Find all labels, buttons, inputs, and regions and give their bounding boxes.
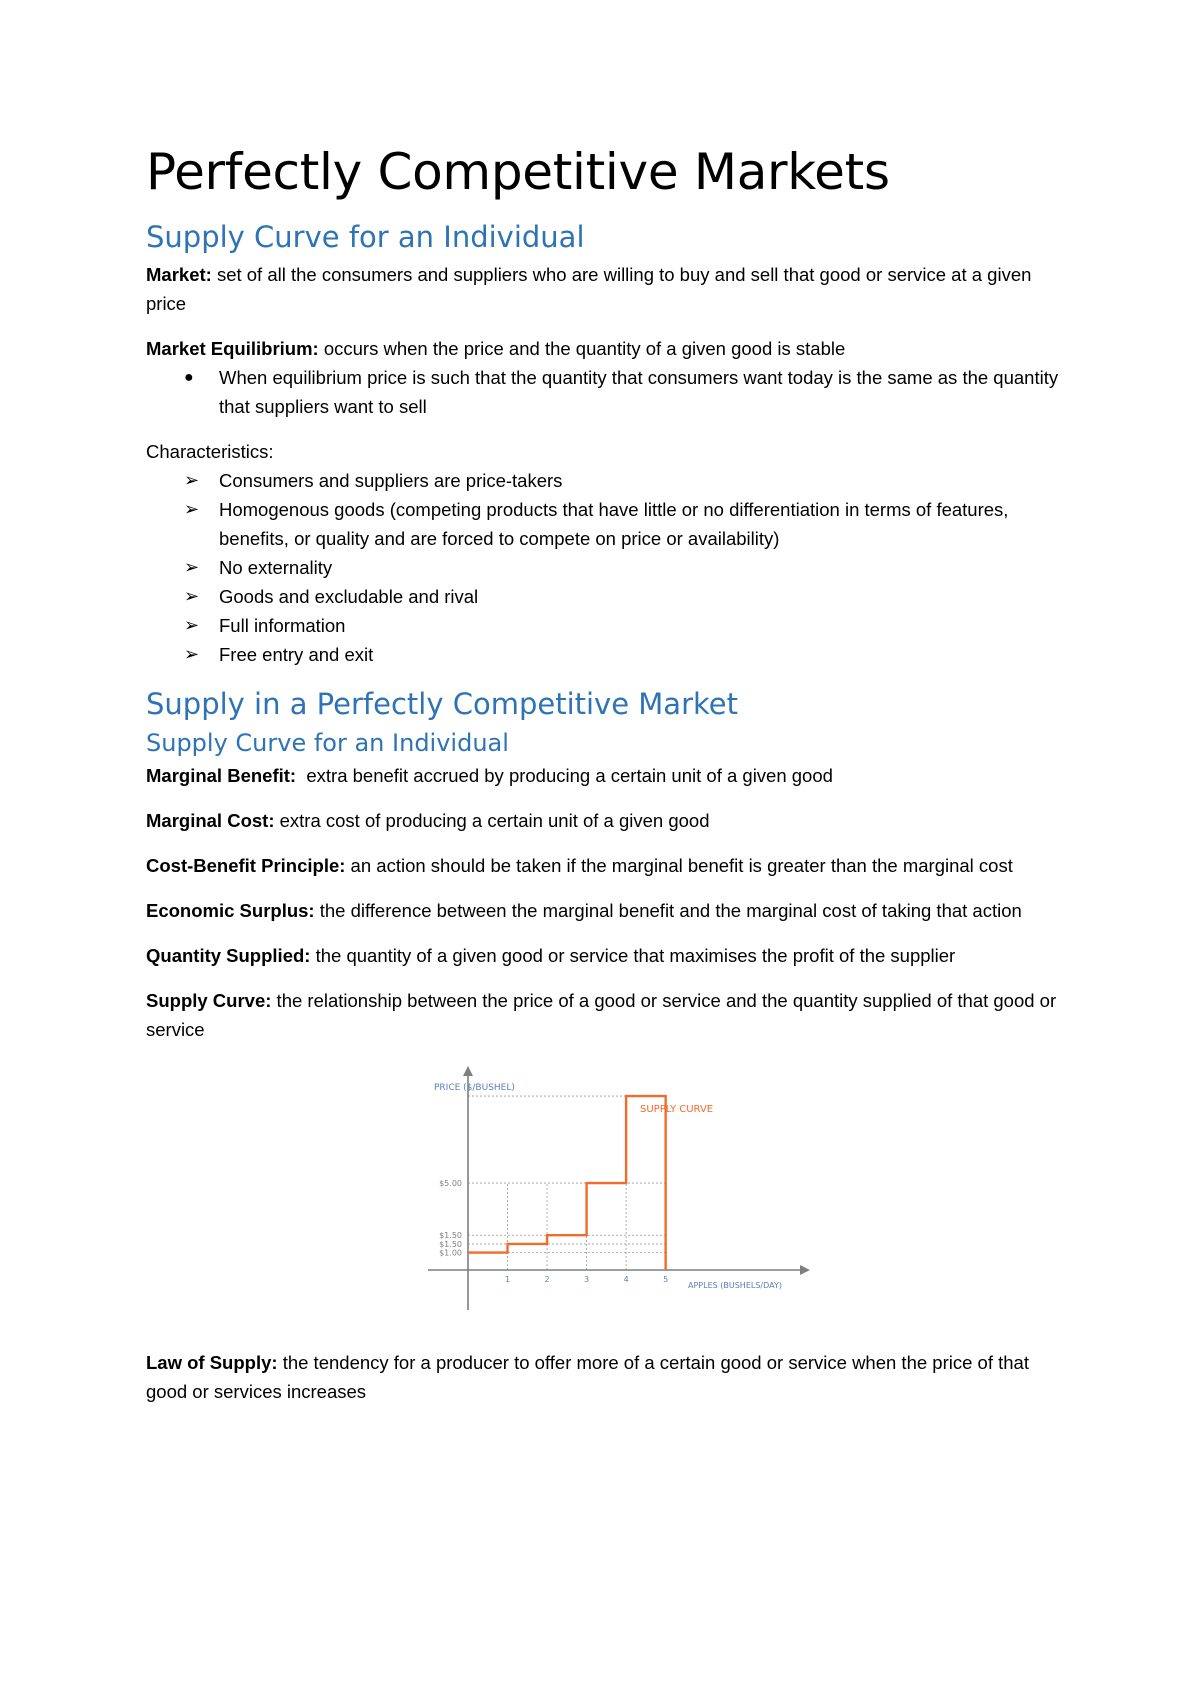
supply-curve-chart xyxy=(426,1060,826,1330)
arrowhead-bullet-icon: ➢ xyxy=(184,470,200,490)
term-label: Marginal Benefit: xyxy=(146,765,297,786)
arrowhead-bullet-icon: ➢ xyxy=(184,644,200,664)
y-tick-label: $1.50 xyxy=(439,1239,462,1249)
list-item xyxy=(146,582,1066,611)
supply-curve-figure xyxy=(146,1060,1066,1330)
definition-text: extra benefit accrued by producing a certain unit of a given good xyxy=(296,765,833,786)
term-label: Quantity Supplied: xyxy=(146,945,311,966)
arrowhead-bullet-icon: ➢ xyxy=(184,615,200,635)
definition-economic-surplus xyxy=(146,896,1066,925)
definition-text: extra cost of producing a certain unit of a given good xyxy=(274,810,710,831)
definition-text: set of all the consumers and suppliers who are willing to buy and sell that good or service at a given price xyxy=(146,264,1032,314)
x-tick-labels xyxy=(505,1275,668,1284)
term-label: Cost-Benefit Principle: xyxy=(146,855,346,876)
x-tick-label: 4 xyxy=(623,1275,629,1284)
x-tick-label: 1 xyxy=(504,1275,511,1284)
arrowhead-bullet-icon: ➢ xyxy=(184,557,200,577)
definition-text: the relationship between the price of a good or service and the quantity supplied of that good or service xyxy=(146,990,1057,1040)
x-axis-label: APPLES (BUSHELS/DAY) xyxy=(688,1281,782,1290)
characteristics-list xyxy=(146,466,1066,669)
list-item xyxy=(146,466,1066,495)
definition-marginal-cost xyxy=(146,806,1066,835)
list-item xyxy=(146,640,1066,669)
arrowhead-bullet-icon: ➢ xyxy=(184,586,200,606)
x-tick-label: 5 xyxy=(663,1275,669,1284)
list-item-text: No externality xyxy=(219,557,333,578)
supply-curve-label: SUPPLY CURVE xyxy=(640,1104,714,1115)
definition-supply-curve xyxy=(146,986,1066,1044)
list-item-text: When equilibrium price is such that the quantity that consumers want today is the same as the quantity that suppliers want to sell xyxy=(219,367,1059,417)
characteristics-label: Characteristics: xyxy=(146,441,274,462)
term-label: Market: xyxy=(146,264,212,285)
definition-text: an action should be taken if the marginal benefit is greater than the marginal cost xyxy=(345,855,1013,876)
chart-guides xyxy=(468,1096,666,1270)
x-tick-label: 2 xyxy=(544,1275,550,1284)
bullet-icon: ● xyxy=(184,369,194,386)
definition-law-of-supply xyxy=(146,1348,1066,1406)
definition-text: occurs when the price and the quantity of a given good is stable xyxy=(318,338,846,359)
page-title: Perfectly Competitive Markets xyxy=(146,143,890,201)
y-tick-labels xyxy=(439,1179,462,1258)
list-item xyxy=(146,611,1066,640)
section-heading-supply-perfect-market: Supply in a Perfectly Competitive Market xyxy=(146,687,738,721)
y-tick-label: $1.50 xyxy=(439,1231,462,1241)
x-tick-label: 3 xyxy=(584,1275,590,1284)
definition-text: the difference between the marginal benefit and the marginal cost of taking that action xyxy=(314,900,1022,921)
list-item-text: Goods and excludable and rival xyxy=(219,586,479,607)
arrowhead-bullet-icon: ➢ xyxy=(184,499,200,519)
equilibrium-bullet-list xyxy=(146,363,1066,421)
definition-cost-benefit-principle xyxy=(146,851,1066,880)
document-content xyxy=(146,140,1066,1422)
term-label: Economic Surplus: xyxy=(146,900,315,921)
term-label: Supply Curve: xyxy=(146,990,272,1011)
y-axis-label: PRICE ($/BUSHEL) xyxy=(434,1083,515,1093)
section-heading-supply-curve: Supply Curve for an Individual xyxy=(146,220,585,254)
y-axis-arrow-icon xyxy=(463,1066,473,1076)
list-item-text: Consumers and suppliers are price-takers xyxy=(219,470,563,491)
term-label: Law of Supply: xyxy=(146,1352,278,1373)
term-label: Marginal Cost: xyxy=(146,810,275,831)
list-item xyxy=(146,363,1066,421)
definition-marginal-benefit xyxy=(146,761,1066,790)
y-tick-label: $1.00 xyxy=(439,1248,462,1258)
list-item-text: Full information xyxy=(219,615,346,636)
definition-market xyxy=(146,260,1066,318)
definition-text: the tendency for a producer to offer more of a certain good or service when the price of that good or services increases xyxy=(146,1352,1029,1402)
y-tick-label: $5.00 xyxy=(439,1179,462,1189)
definition-quantity-supplied xyxy=(146,941,1066,970)
subheading-supply-curve: Supply Curve for an Individual xyxy=(146,729,509,757)
list-item xyxy=(146,495,1066,553)
definition-market-equilibrium xyxy=(146,334,1066,363)
definition-text: the quantity of a given good or service that maximises the profit of the supplier xyxy=(310,945,956,966)
term-label: Market Equilibrium: xyxy=(146,338,319,359)
list-item-text: Homogenous goods (competing products that have little or no differentiation in terms of features, benefits, or quality and are forced to compete on price or availability) xyxy=(219,499,1009,549)
list-item xyxy=(146,553,1066,582)
list-item-text: Free entry and exit xyxy=(219,644,374,665)
x-axis-arrow-icon xyxy=(800,1265,810,1275)
